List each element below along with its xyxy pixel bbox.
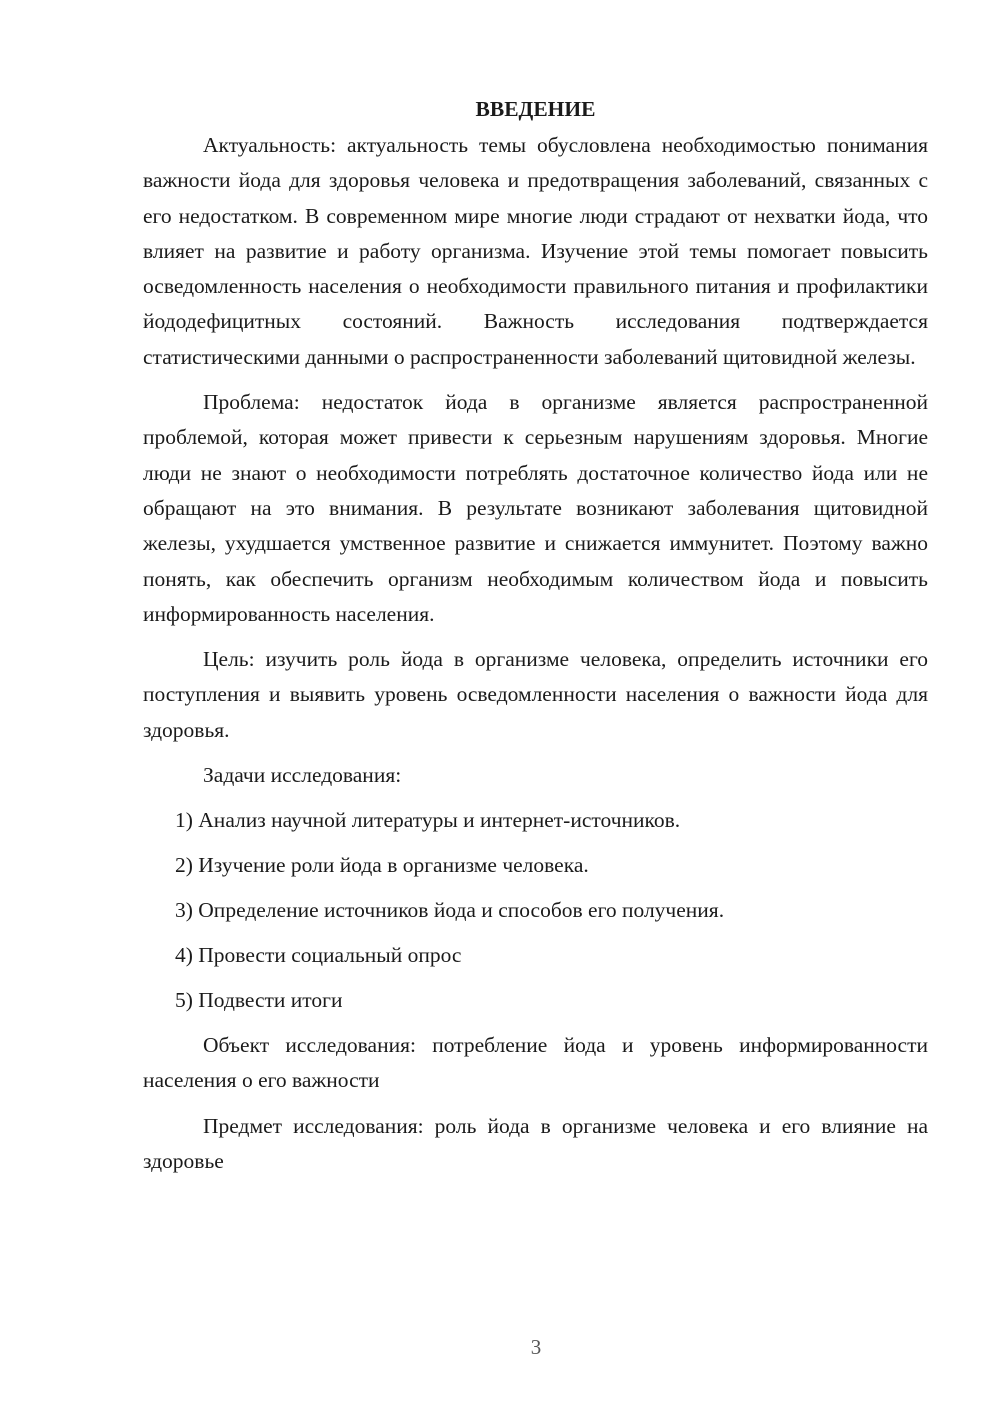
relevance-paragraph: Актуальность: актуальность темы обусловлена необходимостью понимания важности йода для здоровья человека и предотвращения заболеваний, связанных с его недостатком. В современном мире многие люди страдают от нехватки йода, что влияет на развитие и работу организма. Изучение этой темы помогает повысить осведомленность населения о необходимости правильного питания и профилактики йододефицитных состояний. Важность исследования подтверждается статистическими данными о распространенности заболеваний щитовидной железы.: [143, 133, 928, 369]
goal-paragraph: Цель: изучить роль йода в организме человека, определить источники его поступления и выявить уровень осведомленности населения о важности йода для здоровья.: [143, 647, 928, 742]
page-number: 3: [530, 1335, 542, 1359]
task-item-4: 4) Провести социальный опрос: [175, 943, 462, 968]
task-item-3: 3) Определение источников йода и способов его получения.: [175, 898, 725, 923]
section-heading: ВВЕДЕНИЕ: [475, 97, 596, 121]
task-item-2: 2) Изучение роли йода в организме человека.: [175, 853, 589, 878]
task-item-5: 5) Подвести итоги: [175, 988, 343, 1013]
document-page: [143, 92, 928, 1189]
task-item-1: 1) Анализ научной литературы и интернет-источников.: [175, 808, 681, 833]
problem-paragraph: Проблема: недостаток йода в организме является распространенной проблемой, которая может привести к серьезным нарушениям здоровья. Многие люди не знают о необходимости потреблять достаточное количество йода или не обращают на это внимания. В результате возникают заболевания щитовидной железы, ухудшается умственное развитие и снижается иммунитет. Поэтому важно понять, как обеспечить организм необходимым количеством йода и повысить информированность населения.: [143, 390, 928, 626]
subject-paragraph: Предмет исследования: роль йода в организме человека и его влияние на здоровье: [143, 1113, 928, 1173]
object-paragraph: Объект исследования: потребление йода и уровень информированности населения о его важности: [143, 1033, 928, 1093]
tasks-title: Задачи исследования:: [203, 763, 402, 788]
task-list: [143, 803, 928, 1018]
